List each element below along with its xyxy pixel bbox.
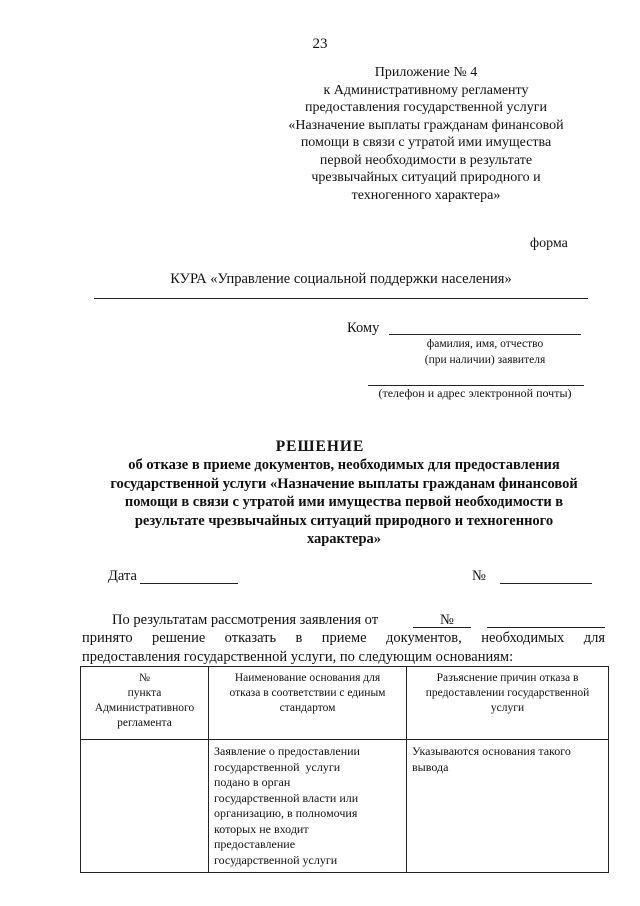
recipient-hint-line: фамилия, имя, отчество [426, 338, 544, 350]
header-cell-clause [81, 667, 209, 740]
header-cell-explanation [407, 667, 609, 740]
header-line: предоставлении государственной [425, 687, 590, 699]
recipient-hint [380, 336, 590, 368]
header-line: № [139, 672, 150, 684]
body-line-1 [112, 612, 454, 629]
form-label: форма [530, 236, 568, 251]
contact-hint: (телефон и адрес электронной почты) [378, 386, 572, 400]
header-line: регламента [117, 717, 172, 729]
recipient-label: Кому [347, 320, 380, 336]
appendix-line: «Назначение выплаты гражданам финансовой [288, 117, 564, 133]
body-line-3: предоставления государственной услуги, по следующим основаниям: [82, 649, 514, 665]
appendix-line: предоставления государственной услуги [305, 100, 547, 115]
header-line: Разъяснение причин отказа в [436, 672, 579, 684]
subtitle-line: государственной услуги «Назначение выплаты гражданам финансовой [110, 475, 578, 492]
cell-line: организацию, в полномочия [214, 806, 358, 820]
organization-name: КУРА «Управление социальной поддержки населения» [170, 271, 512, 287]
cell-line: вывода [412, 759, 449, 774]
table-cell-ground [209, 740, 407, 873]
cell-line: государственной услуги [214, 759, 341, 774]
cell-line: Указываются основания такого [412, 744, 571, 758]
table-header-row [81, 667, 609, 740]
document-subtitle [84, 456, 604, 549]
body-line-2: принято решение отказать в приеме документов, необходимых для [82, 630, 605, 646]
body-text: По результатам рассмотрения заявления от [112, 612, 379, 628]
cell-line: подано в орган [214, 775, 291, 789]
subtitle-line: характера» [306, 531, 382, 547]
subtitle-line: результате чрезвычайных ситуаций природного и техногенного [134, 512, 554, 529]
cell-line: которых не входит [214, 821, 309, 836]
table-row [81, 740, 609, 873]
cell-line: государственной власти или [214, 790, 359, 805]
table-cell-clause [81, 740, 209, 873]
subtitle-line: об отказе в приеме документов, необходимых для предоставления [128, 457, 560, 473]
number-field[interactable] [500, 583, 592, 584]
appendix-line: Приложение № 4 [374, 65, 478, 80]
recipient-name-field[interactable] [389, 334, 581, 335]
table-cell-explanation [407, 740, 609, 873]
organization-underline [94, 298, 588, 299]
body-number-sign: № [440, 612, 454, 628]
recipient-hint-line: (при наличии) заявителя [424, 354, 546, 366]
reasons-table [80, 666, 609, 873]
appendix-line: первой необходимости в результате [319, 152, 533, 168]
header-line: Наименование основания для [234, 672, 381, 684]
application-number-field[interactable] [487, 627, 605, 628]
appendix-line: помощи в связи с утратой ими имущества [300, 135, 552, 150]
date-label: Дата [108, 568, 137, 584]
subtitle-line: помощи в связи с утратой ими имущества первой необходимости в [124, 494, 564, 510]
header-line: Административного [94, 702, 195, 714]
application-date-field[interactable] [413, 627, 471, 628]
appendix-line: чрезвычайных ситуаций природного и [311, 170, 541, 185]
date-field[interactable] [140, 583, 238, 584]
appendix-line: к Административному регламенту [323, 82, 529, 98]
document-title: РЕШЕНИЕ [275, 438, 365, 455]
header-line: пункта [127, 687, 162, 699]
header-line: услуги [490, 702, 525, 714]
appendix-header [280, 64, 572, 204]
appendix-line: техногенного характера» [351, 187, 501, 203]
header-cell-ground [209, 667, 407, 740]
page-number: 23 [312, 36, 328, 52]
cell-line: Заявление о предоставлении [214, 744, 360, 758]
header-line: отказа в соответствии с единым [229, 687, 386, 699]
header-line: стандартом [279, 702, 336, 714]
cell-line: предоставление [214, 837, 296, 851]
cell-line: государственной услуги [214, 852, 338, 867]
number-label: № [472, 568, 486, 584]
